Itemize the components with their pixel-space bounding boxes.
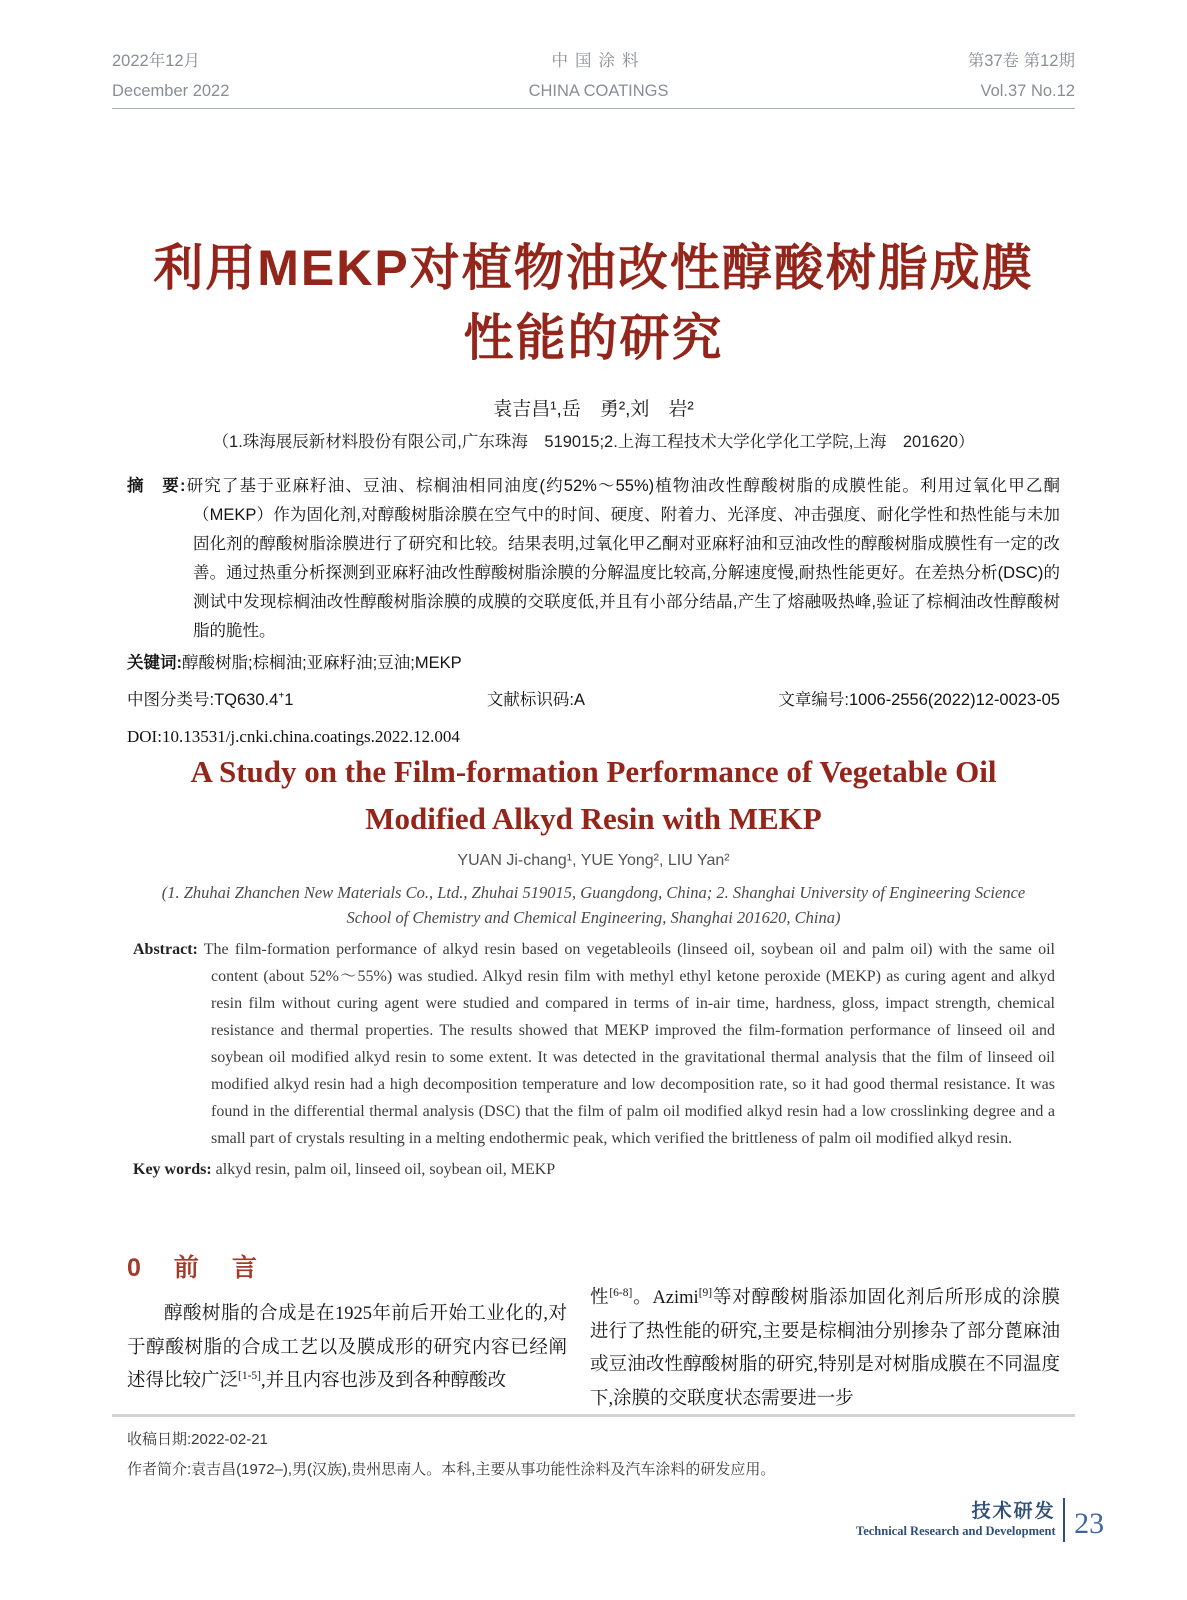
- intro-left-text1: 醇酸树脂的合成是在1925年前后开始工业化的,对于醇酸树脂的合成工艺以及膜成形的研究内容已经阐述得比较广泛: [127, 1304, 567, 1391]
- intro-right-column: [590, 1282, 1060, 1416]
- abstract-zh: [127, 472, 1060, 646]
- keywords-zh-label: 关键词:: [127, 654, 182, 672]
- author-bio: 作者简介:袁吉昌(1972–),男(汉族),贵州思南人。本科,主要从事功能性涂料及汽车涂料的研发应用。: [127, 1461, 776, 1478]
- intro-left-column: [127, 1248, 567, 1399]
- header-volume: [968, 46, 1075, 106]
- intro-right-text3: 等对醇酸树脂添加固化剂后所形成的涂膜进行了热性能的研究,主要是棕榈油分别掺杂了部分蓖麻油或豆油改性醇酸树脂的研究,特别是对树脂成膜在不同温度下,涂膜的交联度状态需要进一步: [590, 1288, 1060, 1409]
- header-journal-en: CHINA COATINGS: [528, 82, 669, 100]
- article-id: [778, 686, 1060, 715]
- abstract-en-label: Abstract:: [133, 941, 198, 958]
- intro-right-citation1: [6-8]: [609, 1286, 633, 1299]
- article-title-en: [0, 748, 1187, 842]
- journal-header: [112, 46, 1075, 106]
- keywords-en-text: alkyd resin, palm oil, linseed oil, soybean oil, MEKP: [215, 1161, 556, 1178]
- keywords-zh-text: 醇酸树脂;棕榈油;亚麻籽油;豆油;MEKP: [182, 654, 462, 672]
- clc-value-sup: +: [278, 690, 285, 702]
- clc-value: TQ630.4: [214, 691, 279, 709]
- article-title-zh-line1: 利用MEKP对植物油改性醇酸树脂成膜: [153, 240, 1034, 296]
- keywords-zh: [127, 649, 1060, 678]
- abstract-en-text: The film-formation performance of alkyd resin based on vegetableoils (linseed oil, soybean oil and palm oil) with the same oil content (about 52%～55%) was studied. Alkyd resin film with methyl ethyl ketone peroxide (MEKP) as curing agent and alkyd resin film without curing agent were studied and compared in terms of in-air time, hardness, gloss, impact strength, chemical resistance and thermal properties. The results showed that MEKP improved the film-formation performance of linseed oil and soybean oil modified alkyd resin to some extent. It was detected in the gravitational thermal analysis that the film of linseed oil modified alkyd resin had a high decomposition temperature and low decomposition rate, so it had good thermal resistance. It was found in the differential thermal analysis (DSC) that the film of palm oil modified alkyd resin had a low crosslinking degree and a small part of crystals resulting in a melting endothermic peak, which verified the brittleness of palm oil modified alkyd resin.: [203, 941, 1055, 1147]
- affiliation-zh: （1.珠海展辰新材料股份有限公司,广东珠海 519015;2.上海工程技术大学化学化工学院,上海 201620）: [212, 433, 975, 451]
- intro-right-citation2: [9]: [698, 1286, 713, 1299]
- article-id-value: 1006-2556(2022)12-0023-05: [848, 691, 1060, 709]
- keywords-en-label: Key words:: [133, 1161, 212, 1178]
- header-date-zh: 2022年12月: [112, 52, 201, 70]
- header-volume-zh: 第37卷 第12期: [967, 52, 1075, 70]
- article-title-en-line1: A Study on the Film-formation Performance of Vegetable Oil: [190, 754, 997, 789]
- affiliation-en-line2: School of Chemistry and Chemical Engineering, Shanghai 201620, China): [346, 908, 841, 927]
- footer-divider-bar: [1063, 1498, 1066, 1542]
- authors-zh: 袁吉昌¹,岳 勇²,刘 岩²: [493, 399, 694, 420]
- document-code: [487, 686, 585, 715]
- intro-left-citation: [1-5]: [238, 1369, 261, 1382]
- abstract-zh-block: [127, 472, 1060, 751]
- keywords-en: [133, 1156, 1055, 1183]
- footer-section-en: Technical Research and Development: [856, 1524, 1056, 1538]
- page-number: 23: [1074, 1507, 1105, 1540]
- intro-right-text1: 性: [590, 1288, 610, 1308]
- clc-value-tail: 1: [284, 691, 294, 709]
- authors-en: YUAN Ji-chang¹, YUE Yong², LIU Yan²: [457, 852, 730, 869]
- clc-label: 中图分类号:: [127, 691, 215, 709]
- abstract-en: [133, 936, 1055, 1152]
- article-id-label: 文章编号:: [778, 691, 849, 709]
- intro-paragraph-right: [590, 1282, 1060, 1416]
- intro-left-text2: ,并且内容也涉及到各种醇酸改: [260, 1371, 507, 1391]
- footer-section-zh: 技术研发: [971, 1501, 1056, 1522]
- header-journal-name: [529, 46, 669, 106]
- abstract-zh-label: 摘 要:: [127, 477, 186, 495]
- header-volume-en: Vol.37 No.12: [980, 82, 1075, 100]
- header-date-en: December 2022: [112, 82, 230, 100]
- article-title-zh-line2: 性能的研究: [463, 310, 724, 366]
- section-heading-intro: 0 前 言: [127, 1254, 261, 1282]
- article-title-zh: [0, 233, 1187, 373]
- article-title-en-line2: Modified Alkyd Resin with MEKP: [365, 801, 822, 836]
- footer-section-names: [856, 1501, 1056, 1539]
- footnote-divider: [112, 1414, 1075, 1417]
- header-journal-zh: 中国涂料: [551, 52, 646, 70]
- abstract-zh-text: 研究了基于亚麻籽油、豆油、棕榈油相同油度(约52%～55%)植物油改性醇酸树脂的成膜性能。利用过氧化甲乙酮（MEKP）作为固化剂,对醇酸树脂涂膜在空气中的时间、硬度、附着力、光泽度、冲击强度、耐化学性和热性能与未加固化剂的醇酸树脂涂膜进行了研究和比较。结果表明,过氧化甲乙酮对亚麻籽油和豆油改性的醇酸树脂成膜性有一定的改善。通过热重分析探测到亚麻籽油改性醇酸树脂涂膜的分解温度比较高,分解速度慢,耐热性能更好。在差热分析(DSC)的测试中发现棕榈油改性醇酸树脂涂膜的成膜的交联度低,并且有小部分结晶,产生了熔融吸热峰,验证了棕榈油改性醇酸树脂的脆性。: [185, 477, 1060, 640]
- document-code-value: A: [573, 691, 585, 709]
- intro-paragraph-left: [127, 1298, 567, 1399]
- intro-right-text2: 。Azimi: [632, 1288, 699, 1308]
- received-date: 收稿日期:2022-02-21: [127, 1431, 268, 1448]
- footer-section-tag: [856, 1498, 1104, 1542]
- header-divider: [112, 108, 1075, 109]
- abstract-en-block: [133, 936, 1055, 1183]
- document-code-label: 文献标识码:: [486, 691, 574, 709]
- affiliation-en: [0, 880, 1187, 930]
- doi: DOI:10.13531/j.cnki.china.coatings.2022.12.004: [127, 727, 460, 746]
- affiliation-en-line1: (1. Zhuhai Zhanchen New Materials Co., Ltd., Zhuhai 519015, Guangdong, China; 2. Shanghai University of Engineering Science: [161, 883, 1026, 902]
- clc-number: [127, 686, 293, 715]
- header-date: [112, 46, 229, 106]
- meta-row: [127, 686, 1060, 715]
